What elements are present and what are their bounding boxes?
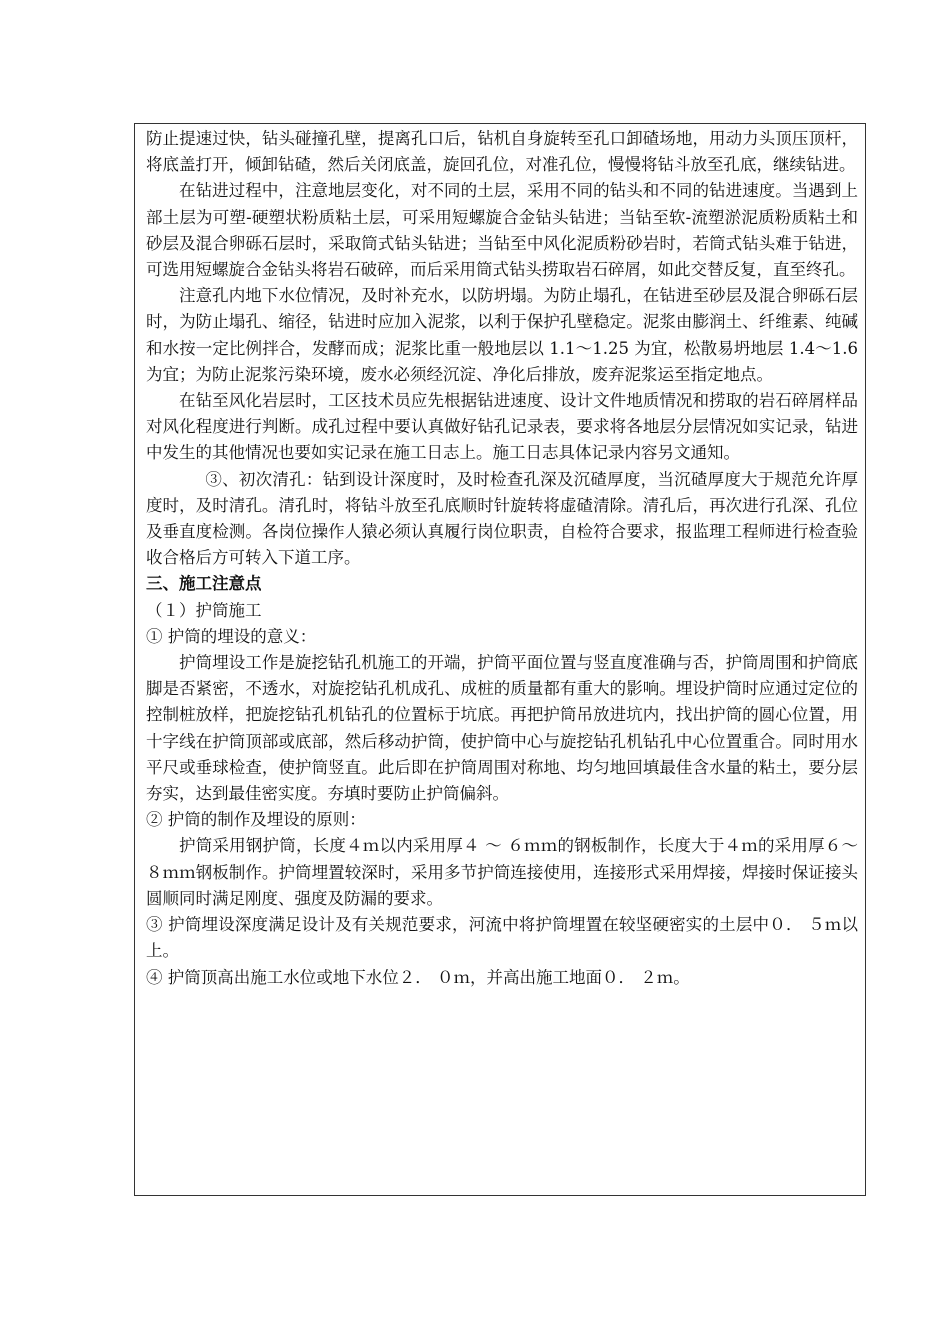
- paragraph-steel-casing: 护筒采用钢护筒，长度４ｍ以内采用厚４ ～ ６ｍｍ的钢板制作，长度大于４ｍ的采用厚６～ ８ｍｍ钢板制作。护筒埋置较深时，采用多节护筒连接使用，连接形式采用焊接，焊接时保证接头圆顺同时满足刚度、强度及防漏的要求。: [146, 836, 858, 908]
- item-casing-significance: ① 护筒的埋设的意义：: [146, 626, 317, 646]
- subheading-casing-construction: （１）护筒施工: [146, 600, 262, 620]
- paragraph-weathered-rock: 在钻至风化岩层时，工区技术员应先根据钻进速度、设计文件地质情况和捞取的岩石碎屑样品对风化程度进行判断。成孔过程中要认真做好钻孔记录表，要求将各地层分层情况如实记录，钻进中发生的其他情况也要如实记录在施工日志上。施工日志具体记录内容另文通知。: [146, 391, 858, 463]
- item-casing-principles: ② 护筒的制作及埋设的原则：: [146, 810, 366, 830]
- document-body: [146, 126, 858, 991]
- paragraph-water-level-mud: 注意孔内地下水位情况，及时补充水，以防坍塌。为防止塌孔，在钻进至砂层及混合卵砾石层时，为防止塌孔、缩径，钻进时应加入泥浆，以利于保护孔壁稳定。泥浆由膨润土、纤维素、纯碱和水按一定比例拌合，发酵而成；泥浆比重一般地层以 1.1～1.25 为宜，松散易坍地层 1.4～1.6 为宜；为防止泥浆污染环境，废水必须经沉淀、净化后排放，废弃泥浆运至指定地点。: [146, 286, 858, 384]
- item-casing-depth: ③ 护筒埋设深度满足设计及有关规范要求，河流中将护筒埋置在较坚硬密实的土层中０． ５ｍ以上。: [146, 915, 858, 961]
- section-heading-construction-notes: 三、施工注意点: [146, 574, 262, 594]
- item-casing-top-height: ④ 护筒顶高出施工水位或地下水位２． ０ｍ，并高出施工地面０． ２ｍ。: [146, 967, 690, 987]
- paragraph-initial-cleaning: ③、初次清孔：钻到设计深度时，及时检查孔深及沉碴厚度，当沉碴厚度大于规范允许厚度时，及时清孔。清孔时，将钻斗放至孔底顺时针旋转将虚碴清除。清孔后，再次进行孔深、孔位及垂直度检测。各岗位操作人猿必须认真履行岗位职责，自检符合要求，报监理工程师进行检查验收合格后方可转入下道工序。: [146, 469, 858, 568]
- paragraph-drilling-process: 在钻进过程中，注意地层变化，对不同的土层，采用不同的钻头和不同的钻进速度。当遇到上部土层为可塑-硬塑状粉质粘土层，可采用短螺旋合金钻头钻进；当钻至软-流塑淤泥质粉质粘土和砂层及混合卵砾石层时，采取筒式钻头钻进；当钻至中风化泥质粉砂岩时，若筒式钻头难于钻进，可选用短螺旋合金钻头将岩石破碎，而后采用筒式钻头捞取岩石碎屑，如此交替反复，直至终孔。: [146, 181, 858, 280]
- paragraph-casing-embedding: 护筒埋设工作是旋挖钻孔机施工的开端，护筒平面位置与竖直度准确与否，护筒周围和护筒底脚是否紧密，不透水，对旋挖钻孔机成孔、成桩的质量都有重大的影响。埋设护筒时应通过定位的控制桩放样，把旋挖钻孔机钻孔的位置标于坑底。再把护筒吊放进坑内，找出护筒的圆心位置，用十字线在护筒顶部或底部，然后移动护筒，使护筒中心与旋挖钻孔机钻孔中心位置重合。同时用水平尺或垂球检查，使护筒竖直。此后即在护筒周围对称地、均匀地回填最佳含水量的粘土，要分层夯实，达到最佳密实度。夯填时要防止护筒偏斜。: [146, 653, 858, 804]
- paragraph-drilling-unload: 防止提速过快，钻头碰撞孔壁，提离孔口后，钻机自身旋转至孔口卸碴场地，用动力头顶压顶杆，将底盖打开，倾卸钻碴，然后关闭底盖，旋回孔位，对准孔位，慢慢将钻斗放至孔底，继续钻进。: [146, 129, 858, 175]
